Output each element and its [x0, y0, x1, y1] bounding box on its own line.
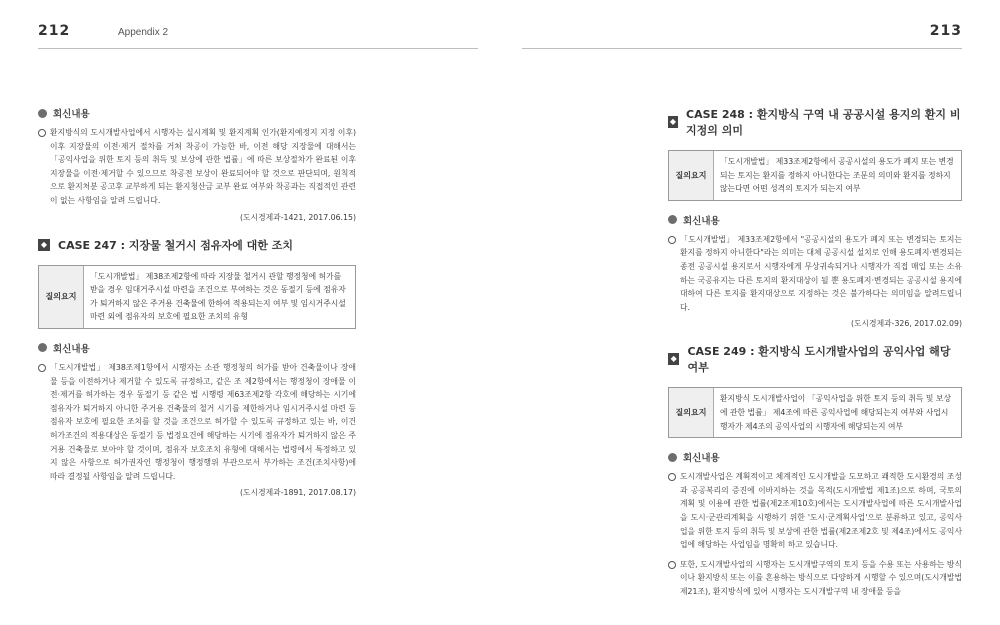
citation-1: (도시경제과-1421, 2017.06.15): [240, 212, 356, 222]
ring-bullet-icon: [38, 364, 46, 372]
answer-heading-1: [38, 106, 356, 120]
bullet-dot-icon: [668, 453, 677, 462]
case-248-summary: [668, 150, 962, 201]
summary-text: 환지방식 도시개발사업이 「공익사업을 위한 토지 등의 취득 및 보상에 관한 법률」 제4조에 따른 공익사업에 해당되는지 여부와 사업시행자가 제4조의 공익사업의 시행자에 해당되는지 여부: [714, 388, 961, 437]
answer-paragraph-2: [38, 361, 356, 483]
answer-paragraph-1: [38, 126, 356, 208]
answer-text: 「도시개발법」 제33조제2항에서 "공공시설의 용도가 폐지 또는 변경되는 토지는 환지를 정하지 아니한다"라는 의미는 대체 공공시설 설치로 인해 용도폐지·변경되는 종전 공공시설 용지로서 시행자에게 무상귀속되거나 시행자가 직접 매입 또는 소유하는 국공유지는 다른 토지의 환지대상이 될 뿐 용도폐지·변경되는 공공시설 용지에 대하여 다른 토지를 환지대상으로 지정하는 것은 불가하다는 의미임을 알려드립니다.: [680, 234, 962, 312]
answer-text: 도시개발사업은 계획적이고 체계적인 도시개발을 도모하고 쾌적한 도시환경의 조성과 공공복리의 증진에 이바지하는 것을 목적(도시개발법 제1조)으로 하며, 국토의 계획 및 이용에 관한 법률(제2조제10호)에서는 도시개발사업에 따른 도시개발사업을 도시·군관리계획을 시행하기 위한 '도시·군계획사업'으로 분류하고 있고, 공익사업을 위한 토지 등의 취득 및 보상에 관한 법률(제2조제2호 및 제4조)에서도 공익사업에 해당하는 사업임을 명확히 하고 있습니다.: [680, 472, 962, 550]
answer-heading-3: [668, 213, 962, 227]
answer-text: 환지방식의 도시개발사업에서 시행자는 실시계획 및 환지계획 인가(환지예정지 지정 이후) 이후 지장물의 이전·제거 절차를 거쳐 착공이 가능한 바, 이전 해당 지장물에 대해서는 「공익사업을 위한 토지 등의 취득 및 보상에 관한 법률」에 따른 보상절차가 완료된 이후 지장물을 이전·제거할 수 있으므로 착공전 보상이 완료되어야 할 것으로 판단되며, 원칙적으로 환지처분 공고후 교부하게 되는 환지청산금 교부 완료 여부와 착공과는 직접적인 관련이 없는 사항임을 알려 드립니다.: [50, 128, 356, 205]
answer-heading-label: 회신내용: [683, 215, 720, 227]
ring-bullet-icon: [668, 236, 676, 244]
page-number-left: 212: [38, 23, 71, 39]
citation-2: (도시경제과-1891, 2017.08.17): [240, 488, 356, 498]
answer-heading-label: 회신내용: [53, 343, 90, 355]
answer-heading-label: 회신내용: [683, 453, 720, 465]
answer-paragraph-4b: [668, 558, 962, 599]
summary-label: 질의요지: [669, 388, 714, 437]
case-title-label: CASE 247 : 지장물 철거시 점유자에 대한 조치: [58, 238, 293, 252]
case-marker-icon: ◆: [669, 117, 677, 126]
case-title-label: CASE 249 : 환지방식 도시개발사업의 공익사업 해당 여부: [687, 345, 951, 375]
ring-bullet-icon: [668, 473, 676, 481]
case-247-title: [38, 237, 356, 253]
answer-paragraph-3: [668, 233, 962, 315]
summary-text: 「도시개발법」 제38조제2항에 따라 지장물 철거시 관할 행정청에 허가를 받을 경우 임대거주시설 마련을 조건으로 부여하는 것은 동절기 등에 점유자가 퇴거하지 않은 주거용 건축물에 한하여 적용되는지 여부 및 임시거주시설 마련 외에 점유자의 보호에 필요한 조치의 유형: [84, 266, 355, 328]
bullet-dot-icon: [38, 109, 47, 118]
bullet-dot-icon: [38, 343, 47, 352]
ring-bullet-icon: [38, 129, 46, 137]
answer-heading-2: [38, 341, 356, 355]
answer-paragraph-4a: [668, 470, 962, 552]
header-rule-left: [38, 48, 478, 49]
bullet-dot-icon: [668, 215, 677, 224]
summary-label: 질의요지: [39, 266, 84, 328]
case-249-title: [668, 343, 962, 375]
citation-3: (도시경제과-326, 2017.02.09): [850, 319, 962, 329]
answer-heading-4: [668, 450, 962, 464]
page-number-right: 213: [929, 23, 962, 39]
left-column: [38, 106, 356, 498]
right-column: [668, 106, 962, 598]
answer-text: 또한, 도시개발사업의 시행자는 도시개발구역의 토지 등을 수용 또는 사용하는 방식이나 환지방식 또는 이를 혼용하는 방식으로 다양하게 시행할 수 있으며(도시개발법 제21조), 환지방식에 있어 시행자는 도시개발구역 내 장애물 등을: [680, 559, 962, 596]
case-247-summary: [38, 265, 356, 329]
ring-bullet-icon: [668, 561, 676, 569]
header-rule-right: [522, 48, 962, 49]
case-248-title: [668, 106, 962, 138]
case-249-summary: [668, 387, 962, 438]
running-head: Appendix 2: [118, 27, 169, 38]
summary-label: 질의요지: [669, 151, 714, 200]
answer-text: 「도시개발법」 제38조제1항에서 시행자는 소관 행정청의 허가를 받아 건축물이나 장애물 등을 이전하거나 제거할 수 있도록 규정하고, 같은 조 제2항에서는 행정청이 장애물 이전·제거를 허가하는 경우 동절기 등 같은 법 시행령 제63조제2항 각호에 해당하는 시기에 점유자가 퇴거하지 아니한 주거용 건축물의 철거 시기를 제한하거나 임시거주시설 마련 등 점유자 보호에 필요한 조치를 할 것을 조건으로 허가할 수 있도록 규정하고 있는 바, 이건 허가조건의 적용대상은 동절기 등 법정요건에 해당하는 시기에 점유자가 퇴거하지 않은 주거용 건축물로 보아야 할 것이며, 점유자 보호조치 유형에 대해서는 법령에서 특정하고 있지 않은 사항으로 허가권자인 행정청이 행정행위 부관으로서 부가하는 조건(조치사항)에 따라 결정될 사항임을 알려 드립니다.: [50, 362, 356, 481]
case-marker-icon: ◆: [668, 353, 679, 365]
answer-heading-label: 회신내용: [53, 109, 90, 120]
right-page: [500, 0, 1000, 625]
case-title-label: CASE 248 : 환지방식 구역 내 공공시설 용지의 환지 비지정의 의미: [686, 108, 961, 137]
case-marker-icon: ◆: [38, 239, 50, 251]
summary-text: 「도시개발법」 제33조제2항에서 공공시설의 용도가 폐지 또는 변경되는 토지는 환지를 정하지 아니한다는 조문의 의미와 환지를 정하지 않는다면 어떤 성격의 토지가 되는지 여부: [714, 151, 961, 200]
